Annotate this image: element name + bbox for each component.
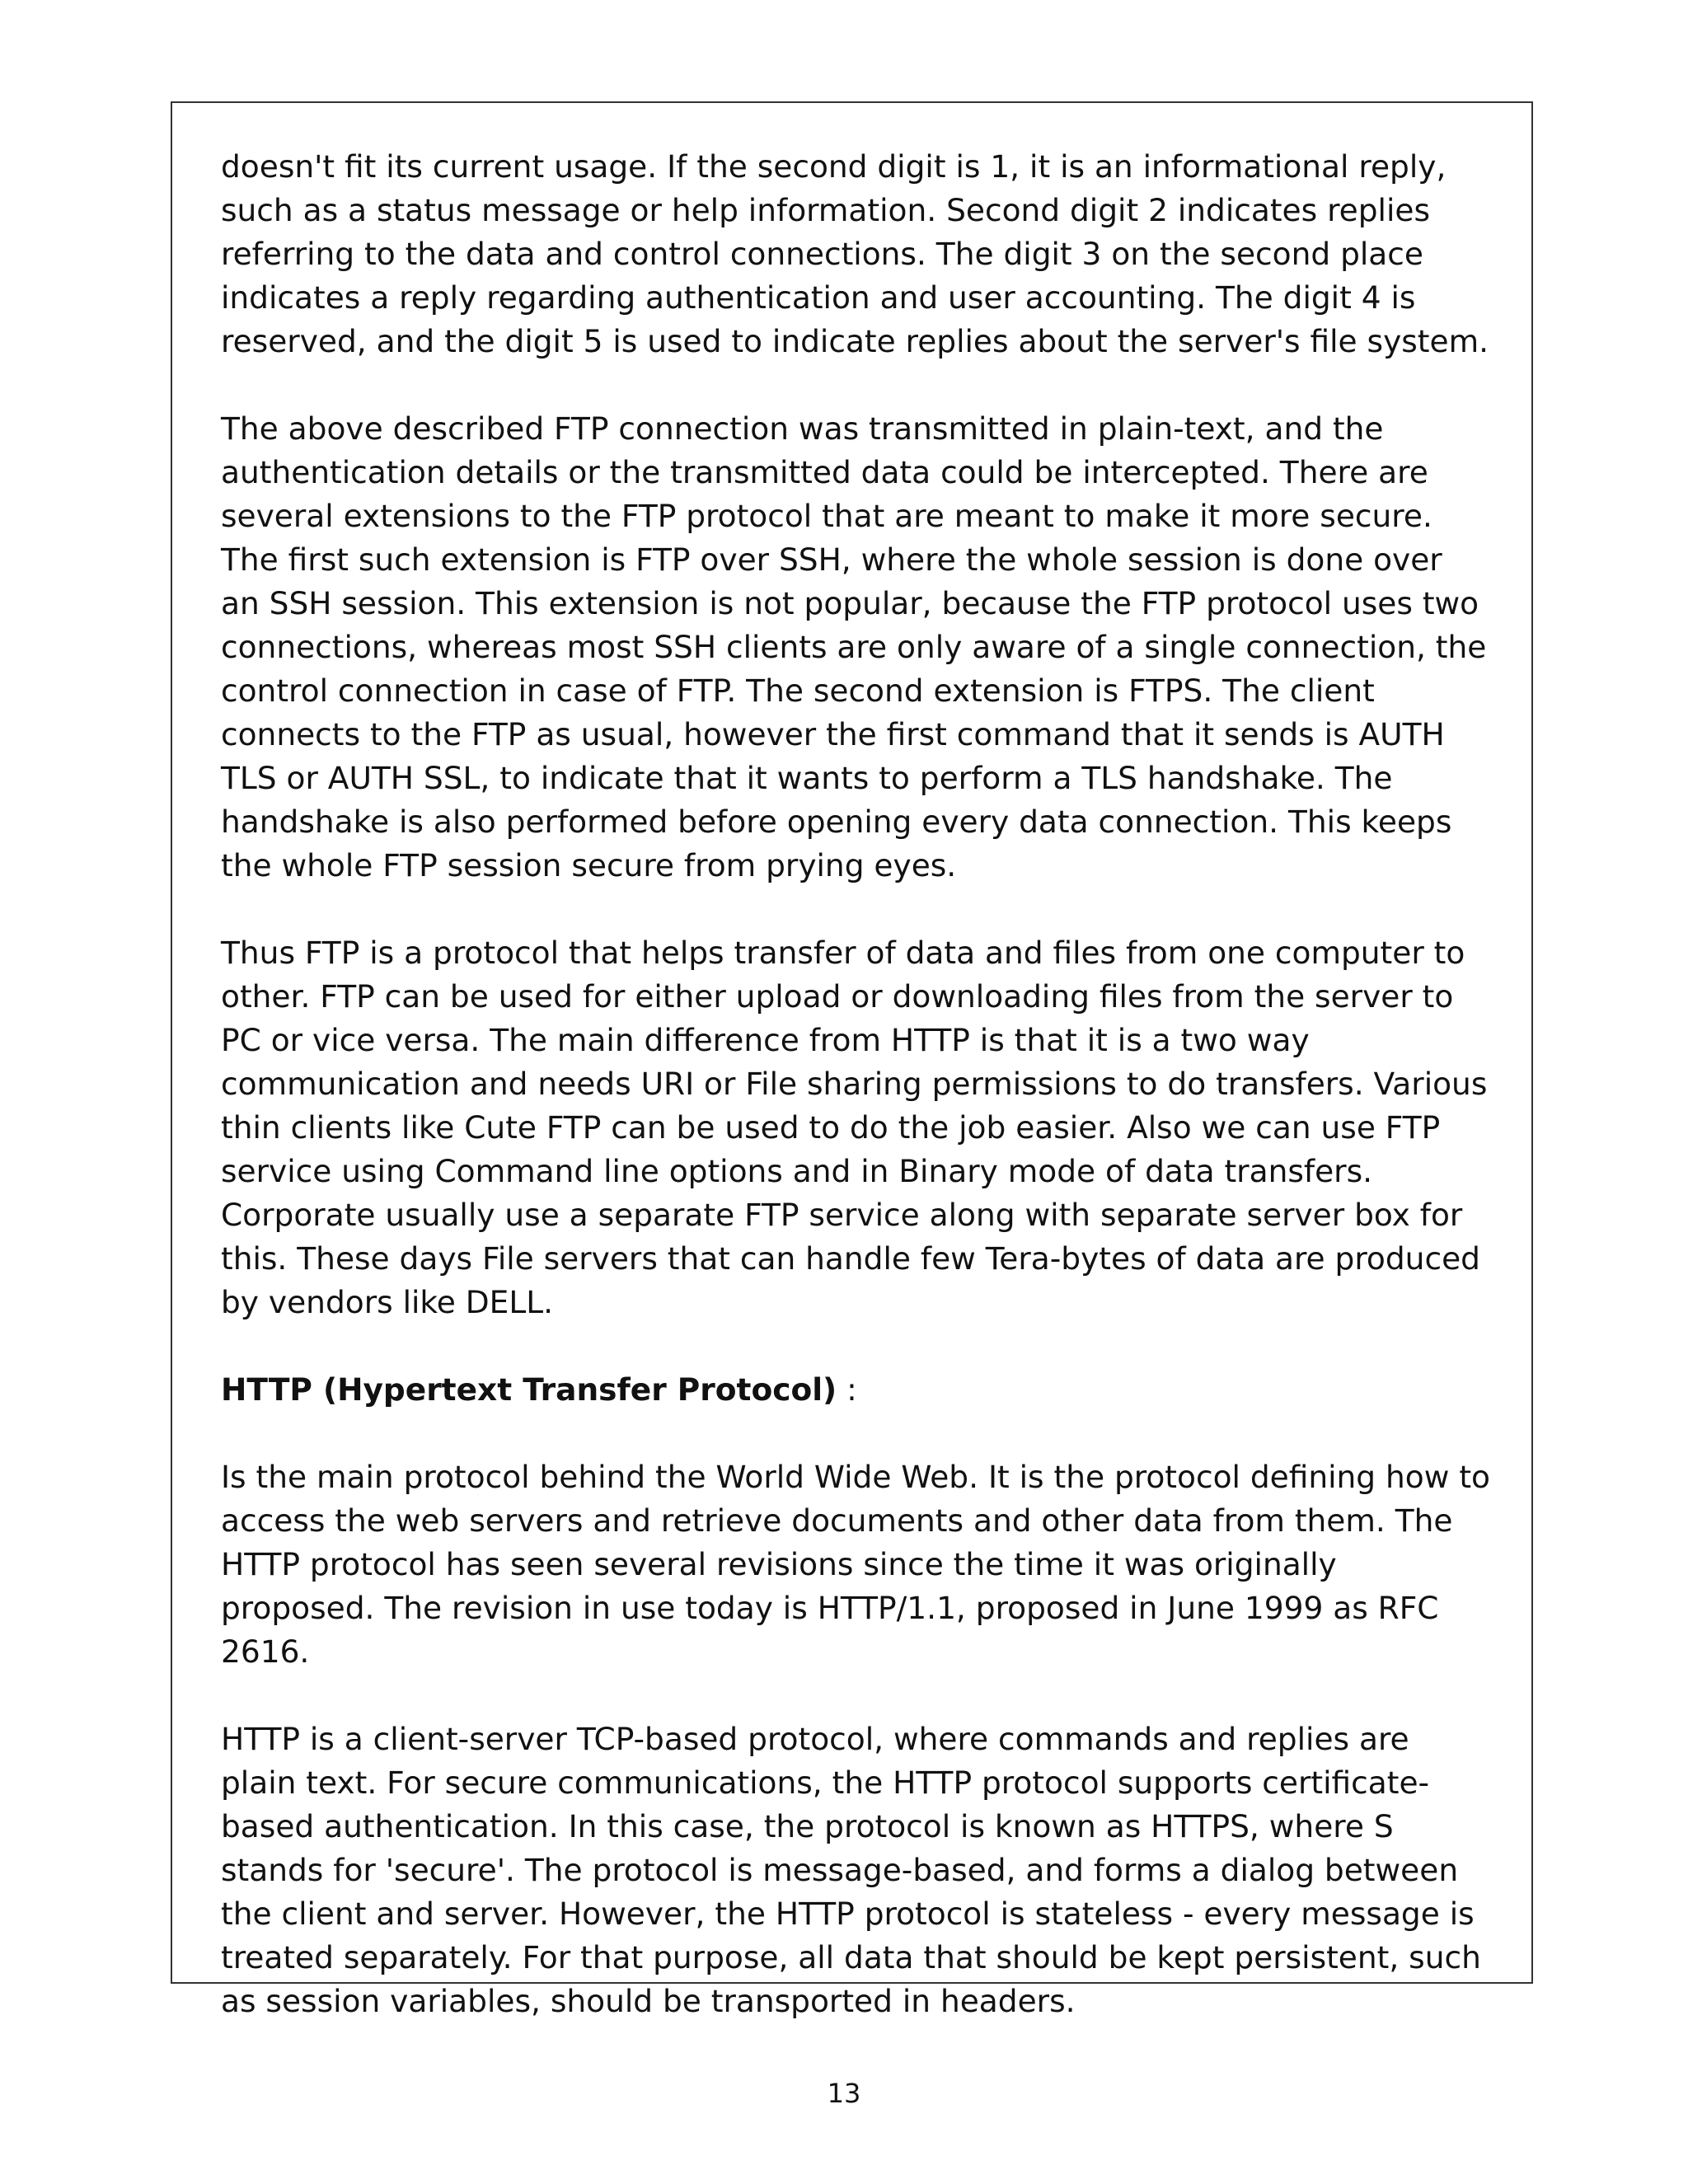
section-heading-suffix: : [837, 1371, 857, 1408]
paragraph-http-details: HTTP is a client-server TCP-based protocol, where commands and replies are plain text. For secure communications, the HTTP protocol supports certificate-based authentication. In this case, the protocol is known as HTTPS, where S stands for 'secure'. The protocol is message-based, and forms a dialog between the client and server. However, the HTTP protocol is stateless - every message is treated separately. For that purpose, all data that should be kept persistent, such as session variables, should be transported in headers. [221, 1721, 1481, 2019]
paragraph-ftp-security: The above described FTP connection was transmitted in plain-text, and the authentication details or the transmitted data could be intercepted. There are several extensions to the FTP protocol that are meant to make it more secure. The first such extension is FTP over SSH, where the whole session is done over an SSH session. This extension is not popular, because the FTP protocol uses two connections, whereas most SSH clients are only aware of a single connection, the control connection in case of FTP. The second extension is FTPS. The client connects to the FTP as usual, however the first command that it sends is AUTH TLS or AUTH SSL, to indicate that it wants to perform a TLS handshake. The handshake is also performed before opening every data connection. This keeps the whole FTP session secure from prying eyes. [221, 410, 1487, 883]
paragraph-ftp-summary: Thus FTP is a protocol that helps transfer of data and files from one computer to other. FTP can be used for either upload or downloading files from the server to PC or vice versa. The main difference from HTTP is that it is a two way communication and needs URI or File sharing permissions to do transfers. Various thin clients like Cute FTP can be used to do the job easier. Also we can use FTP service using Command line options and in Binary mode of data transfers. Corporate usually use a separate FTP service along with separate server box for this. These days File servers that can handle few Tera-bytes of data are produced by vendors like DELL. [221, 935, 1488, 1320]
section-heading-title: HTTP (Hypertext Transfer Protocol) [221, 1371, 837, 1408]
paragraph-ftp-reply-codes: doesn't fit its current usage. If the second digit is 1, it is an informational reply, such as a status message or help information. Second digit 2 indicates replies referring to the data and control connections. The digit 3 on the second place indicates a reply regarding authentication and user accounting. The digit 4 is reserved, and the digit 5 is used to indicate replies about the server's file system. [221, 148, 1489, 359]
section-heading-http [221, 1368, 1490, 1412]
paragraph-http-intro: Is the main protocol behind the World Wide Web. It is the protocol defining how to access the web servers and retrieve documents and other data from them. The HTTP protocol has seen several revisions since the time it was originally proposed. The revision in use today is HTTP/1.1, proposed in June 1999 as RFC 2616. [221, 1459, 1490, 1670]
page-number: 13 [827, 2078, 861, 2109]
document-body [221, 145, 1490, 2023]
